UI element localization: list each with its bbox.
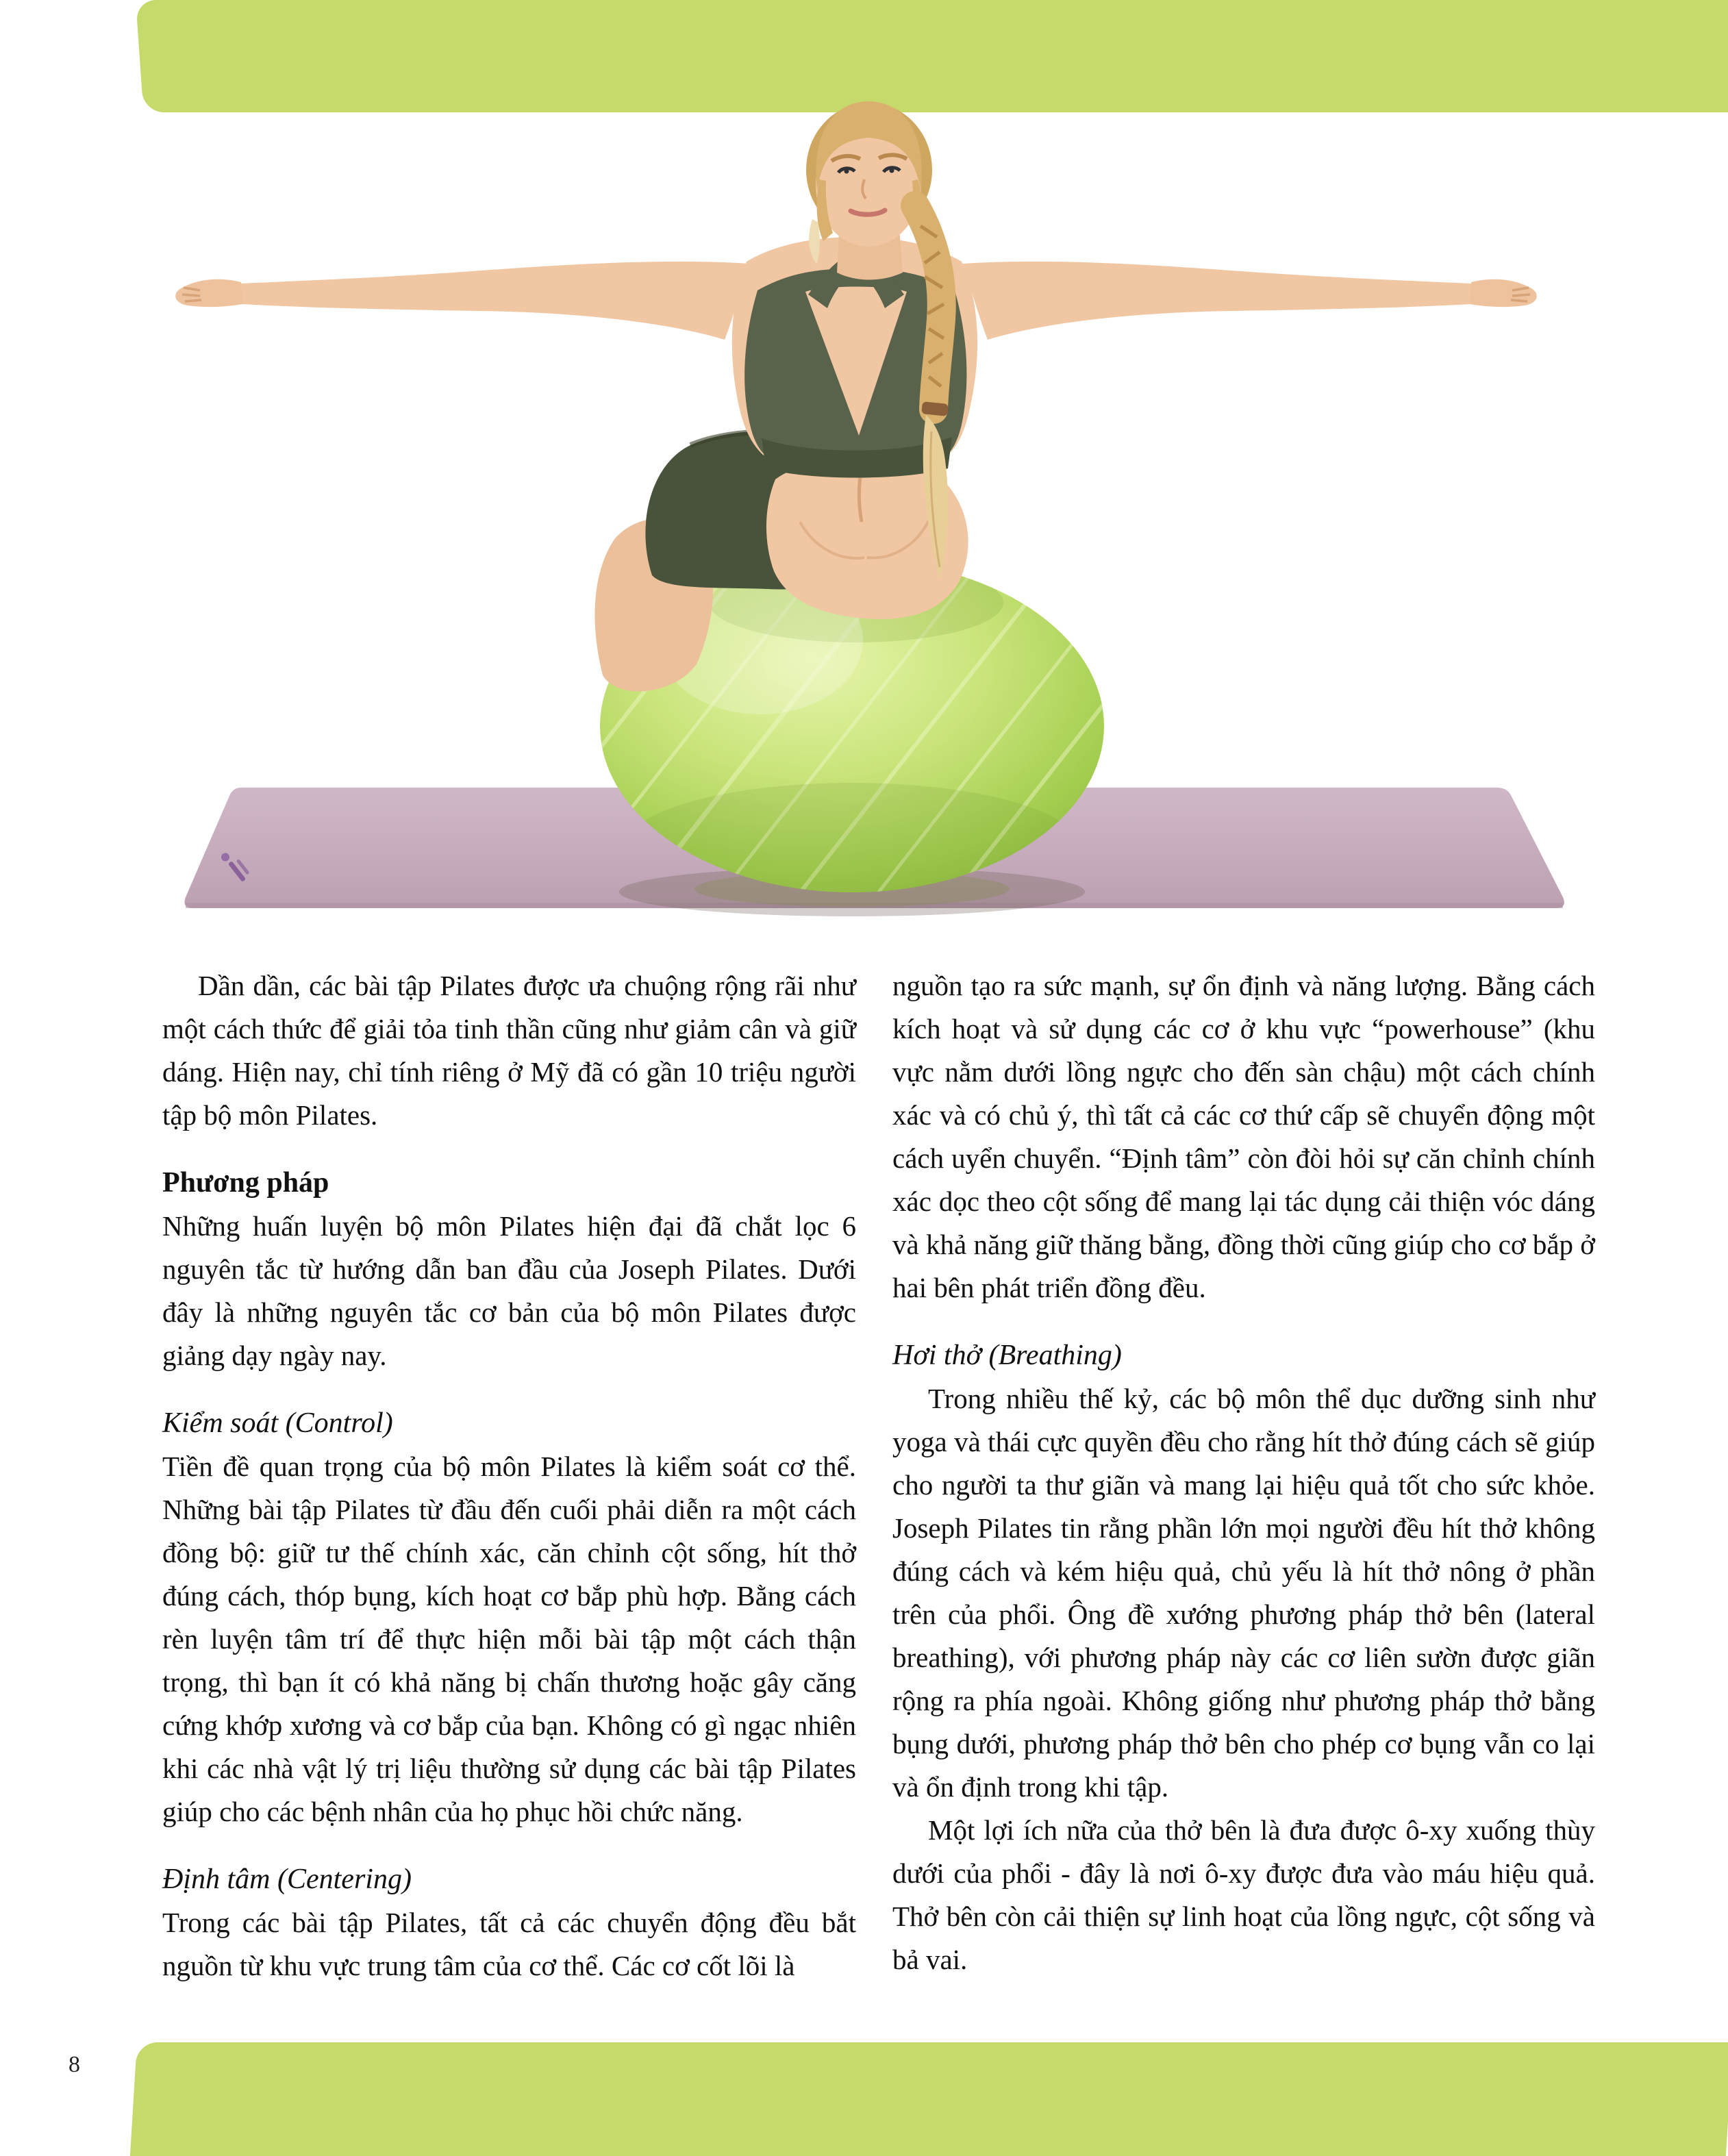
paragraph-breathing: Trong nhiều thế kỷ, các bộ môn thể dục dưỡng sinh như yoga và thái cực quyền đều cho rằng hít thở đúng cách sẽ giúp cho người ta thư giãn và mang lại hiệu quả tốt cho sức khỏe. Joseph Pilates tin rằng phần lớn mọi người đều hít thở không đúng cách và kém hiệu quả, chủ yếu là hít thở nông ở phần trên của phổi. Ông đề xướng phương pháp thở bên (lateral breathing), với phương pháp này các cơ liên sườn được giãn rộng ra phía ngoài. Không giống như phương pháp thở bằng bụng dưới, phương pháp thở bên cho phép cơ bụng vẫn co lại và ổn định trong khi tập. [892,1383,1595,1803]
left-arm [223,262,751,340]
left-hand [175,279,242,307]
hero-photo [0,0,1728,959]
paragraph-centering-continued: nguồn tạo ra sức mạnh, sự ổn định và năng lượng. Bằng cách kích hoạt và sử dụng các cơ ở khu vực “powerhouse” (khu vực nằm dưới lồng ngực cho đến sàn chậu) một cách chính xác và có chủ ý, thì tất cả các cơ thứ cấp sẽ chuyển động một cách uyển chuyển. “Định tâm” còn đòi hỏi sự căn chỉnh chính xác dọc theo cột sống để mang lại tác dụng cải thiện vóc dáng và khả năng giữ thăng bằng, đồng thời cũng giúp cho cơ bắp ở hai bên phát triển đồng đều. [892,970,1595,1303]
paragraph-intro: Dần dần, các bài tập Pilates được ưa chuộng rộng rãi như một cách thức để giải tỏa tinh thần cũng như giảm cân và giữ dáng. Hiện nay, chỉ tính riêng ở Mỹ đã có gần 10 triệu người tập bộ môn Pilates. [162,970,856,1131]
paragraph-breathing-2: Một lợi ích nữa của thở bên là đưa được ô-xy xuống thùy dưới của phổi - đây là nơi ô-xy được đưa vào máu hiệu quả. Thở bên còn cải thiện sự linh hoạt của lồng ngực, cột sống và bả vai. [892,1814,1595,1975]
paragraph-centering: Trong các bài tập Pilates, tất cả các chuyển động đều bắt nguồn từ khu vực trung tâm của cơ thể. Các cơ cốt lõi là [162,1907,856,1981]
right-hand [1470,279,1537,307]
heading-centering: Định tâm (Centering) [162,1864,412,1895]
woman-figure [175,101,1537,691]
heading-method: Phương pháp [162,1167,329,1199]
page-number: 8 [68,2052,80,2077]
footer-accent-bar [130,2042,1728,2156]
heading-control: Kiểm soát (Control) [162,1407,393,1439]
right-arm [962,262,1490,340]
paragraph-control: Tiền đề quan trọng của bộ môn Pilates là kiểm soát cơ thể. Những bài tập Pilates từ đầu đến cuối phải diễn ra một cách đồng bộ: giữ tư thế chính xác, căn chỉnh cột sống, hít thở đúng cách, thóp bụng, kích hoạt cơ bắp phù hợp. Bằng cách rèn luyện tâm trí để thực hiện mỗi bài tập một cách thận trọng, thì bạn ít có khả năng bị chấn thương hoặc gây căng cứng khớp xương và cơ bắp của bạn. Không có gì ngạc nhiên khi các nhà vật lý trị liệu thường sử dụng các bài tập Pilates giúp cho các bệnh nhân của họ phục hồi chức năng. [162,1451,856,1827]
right-column [892,964,1595,1981]
paragraph-method: Những huấn luyện bộ môn Pilates hiện đại đã chắt lọc 6 nguyên tắc từ hướng dẫn ban đầu của Joseph Pilates. Dưới đây là những nguyên tắc cơ bản của bộ môn Pilates được giảng dạy ngày nay. [162,1210,856,1371]
heading-breathing: Hơi thở (Breathing) [892,1340,1122,1371]
left-column [162,964,856,1988]
